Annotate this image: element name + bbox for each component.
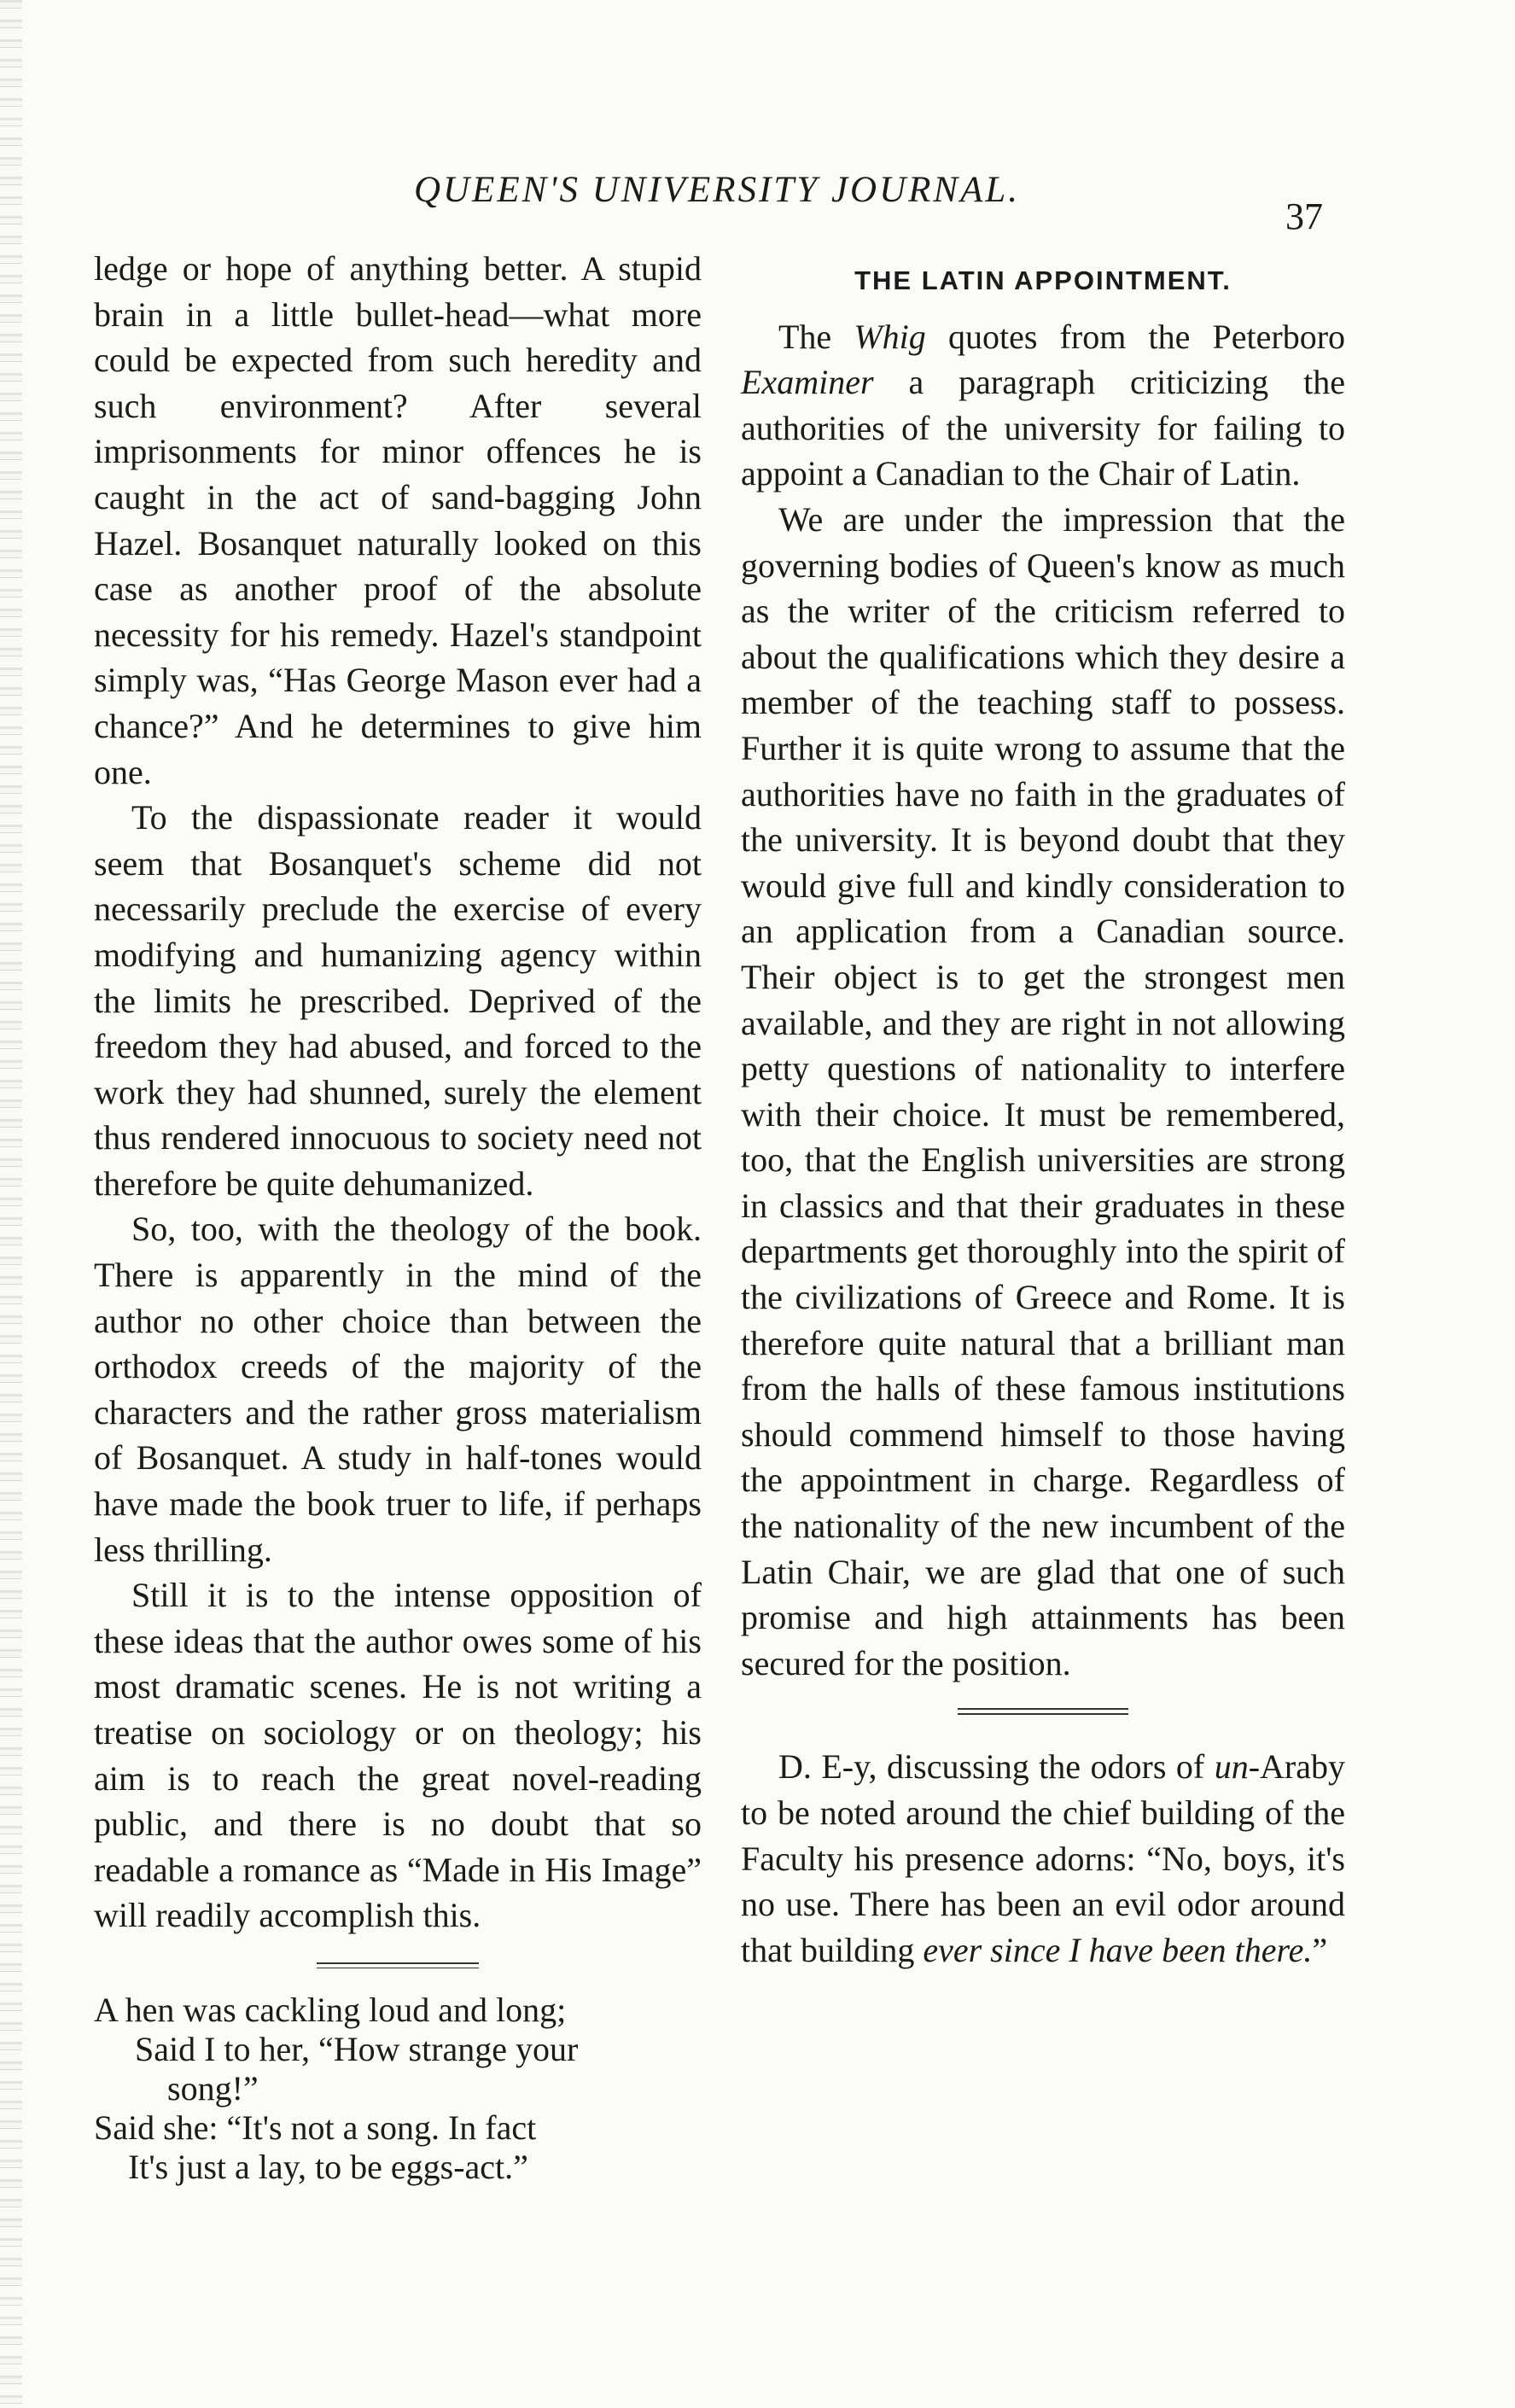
poem-line: Said she: “It's not a song. In fact: [94, 2108, 537, 2147]
poem-line: A hen was cackling loud and long;: [94, 1990, 567, 2029]
text-run: quotes from the Peterboro: [925, 317, 1346, 356]
right-paragraph-2: We are under the impression that the governing bodies of Queen's know as much as the writer of the criticism referred to about the qualifications which they desire a member of the teaching staff to possess. Further it is quite wrong to assume that the authorities have no faith in the graduates of the university. It is beyond doubt that they would give full and kindly consideration to an application from a Canadian source. Their object is to get the strongest men available, and they are right in not allowing petty questions of nationality to interfere with their choice. It must be remembered, too, that the English universities are strong in classics and that their graduates in these departments get thoroughly into the spirit of the civilizations of Greece and Rome. It is therefore quite natural that a brilliant man from the halls of these famous institutions should commend himself to those having the appointment in charge. Regardless of the nationality of the new incumbent of the Latin Chair, we are glad that one of such promise and high attainments has been secured for the position.: [741, 499, 1345, 1682]
scan-edge: [0, 0, 22, 2408]
left-column: [94, 246, 702, 2187]
left-paragraph-1: ledge or hope of anything better. A stupid brain in a little bullet-head—what more could be expected from such heredity and such environment? After several imprisonments for minor offences he is caught in the act of sand-bagging John Hazel. Bosanquet naturally looked on this case as another proof of the absolute necessity for his remedy. Hazel's standpoint simply was, “Has George Mason ever had a chance?” And he determines to give him one.: [94, 249, 702, 791]
italic-quote: ever since I have been there.: [923, 1930, 1313, 1969]
text-run: a paragraph criticizing the authorities of the university for failing to appoint a Canadian to the Chair of Latin.: [741, 363, 1345, 493]
right-paragraph-3: [741, 1744, 1345, 1973]
text-run: -Araby to be noted around the chief building of the Faculty his presence adorns: “No, boys, it's no use. There has been an evil odor around that building: [741, 1747, 1345, 1969]
poem-line: It's just a lay, to be eggs-act.”: [128, 2147, 528, 2186]
poem-line: song!”: [167, 2068, 259, 2108]
italic-title: Examiner: [741, 363, 874, 402]
right-paragraph-1: [741, 314, 1345, 497]
right-column: [741, 256, 1345, 1973]
left-paragraph-4: Still it is to the intense opposition of these ideas that the author owes some of his most dramatic scenes. He is not writing a treatise on sociology or on theology; his aim is to reach the great novel-reading public, and there is no doubt that so readable a romance as “Made in His Image” will readily accomplish this.: [94, 1576, 702, 1935]
text-run: The: [778, 317, 854, 356]
running-title: QUEEN'S UNIVERSITY JOURNAL.: [413, 170, 1021, 210]
page-number: 37: [1285, 195, 1323, 237]
text-run: ”: [1312, 1930, 1328, 1969]
poem: [94, 1991, 702, 2187]
section-divider: [317, 1962, 479, 1968]
left-paragraph-3: So, too, with the theology of the book. There is apparently in the mind of the author no other choice than between the orthodox creeds of the majority of the characters and the rather gross materialism of Bosanquet. A study in half-tones would have made the book truer to life, if perhaps less thrilling.: [94, 1210, 702, 1569]
article-heading: THE LATIN APPOINTMENT.: [854, 265, 1232, 295]
section-divider: [958, 1708, 1128, 1715]
left-paragraph-2: To the dispassionate reader it would seem that Bosanquet's scheme did not necessarily preclude the exercise of every modifying and humanizing agency within the limits he prescribed. Deprived of the freedom they had abused, and forced to the work they had shunned, surely the element thus rendered innocuous to society need not therefore be quite dehumanized.: [94, 798, 702, 1203]
poem-line: Said I to her, “How strange your: [135, 2029, 579, 2068]
italic-title: Whig: [854, 317, 926, 356]
italic-word: un: [1214, 1747, 1249, 1787]
text-run: D. E-y, discussing the odors of: [778, 1747, 1215, 1787]
